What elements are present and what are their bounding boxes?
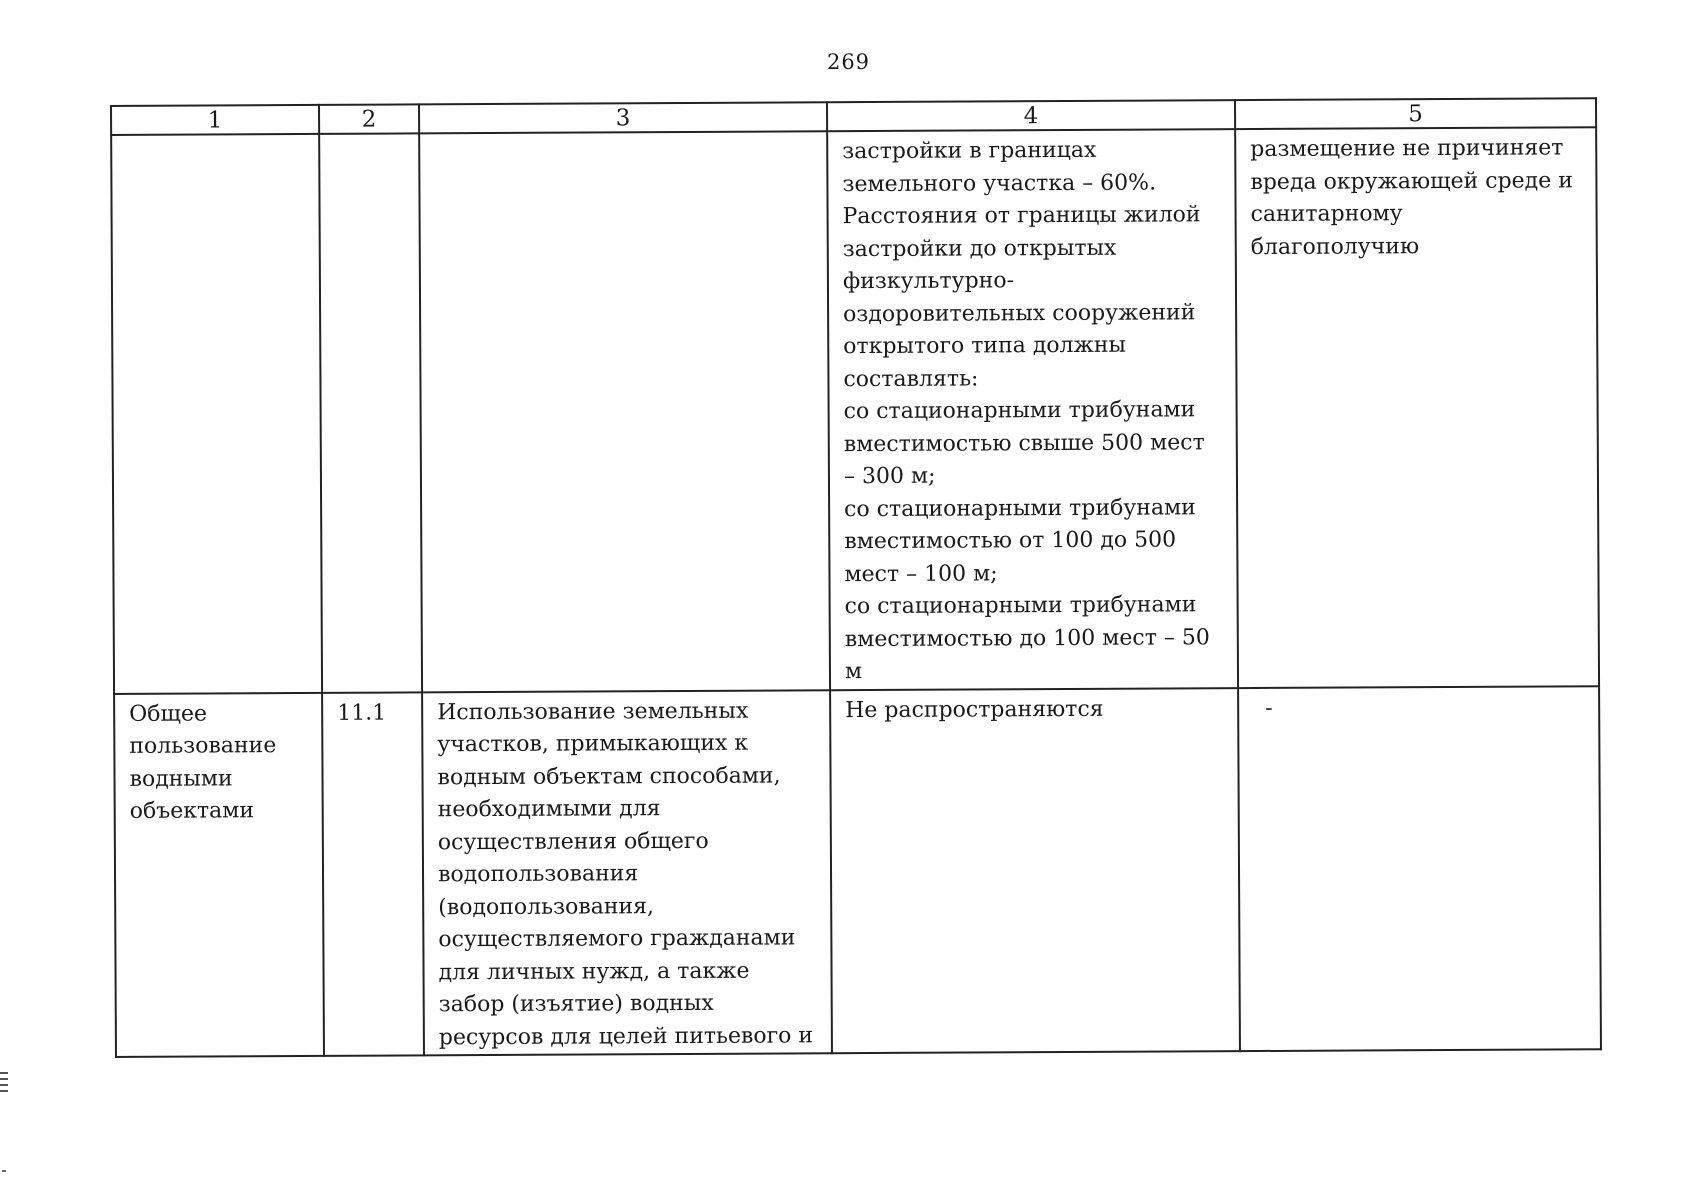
cell-text: Использование земельных участков, примыкающих к водным объектам способами, необходимыми для осуществления общего водопользования (водопользования, осуществляемого гражданами для личных нужд, а также забор (изъятие) водных ресурсов для целей питьевого и	[437, 698, 814, 1050]
table-cell	[114, 692, 324, 1057]
table-cell	[419, 131, 830, 692]
scan-edge-dot	[2, 1170, 6, 1172]
table-cell	[322, 692, 424, 1056]
table-cell	[830, 688, 1240, 1054]
cell-text	[434, 136, 814, 138]
cell-text: -	[1265, 695, 1273, 721]
table-row	[111, 127, 1599, 693]
cell-text: Общее пользование водными объектами	[129, 701, 277, 824]
table-cell	[319, 133, 422, 692]
regulations-table	[110, 97, 1602, 1058]
column-header-3: 3	[419, 102, 827, 133]
table-row	[114, 686, 1601, 1057]
table-cell	[827, 129, 1238, 690]
table-cell	[1235, 127, 1599, 687]
cell-text: размещение не причиняет вреда окружающей среде и санитарному благополучию	[1250, 135, 1573, 260]
cell-text: застройки в границах земельного участка – 60%. Расстояния от границы жилой застройки до открытых физкультурно- оздоровительных сооружений открытого типа должны составлять: со стационарными трибунами вместимостью свыше 500 мест – 300 м; со стационарными трибунами вместимостью от 100 до 500 мест – 100 м; со стационарными трибунами вместимостью до 100 мест – 50 м	[842, 137, 1210, 685]
scan-edge-mark	[0, 1072, 8, 1094]
cell-text: 11.1	[337, 700, 387, 726]
table-cell	[111, 134, 322, 694]
table-cell	[1238, 686, 1601, 1051]
column-header-4: 4	[827, 100, 1235, 131]
column-header-5: 5	[1235, 98, 1596, 129]
column-header-1: 1	[111, 105, 319, 135]
table-cell	[422, 690, 832, 1056]
cell-text: Не распространяются	[845, 696, 1104, 723]
column-header-2: 2	[319, 104, 419, 134]
page-number: 269	[826, 50, 871, 74]
cell-text	[126, 139, 306, 140]
